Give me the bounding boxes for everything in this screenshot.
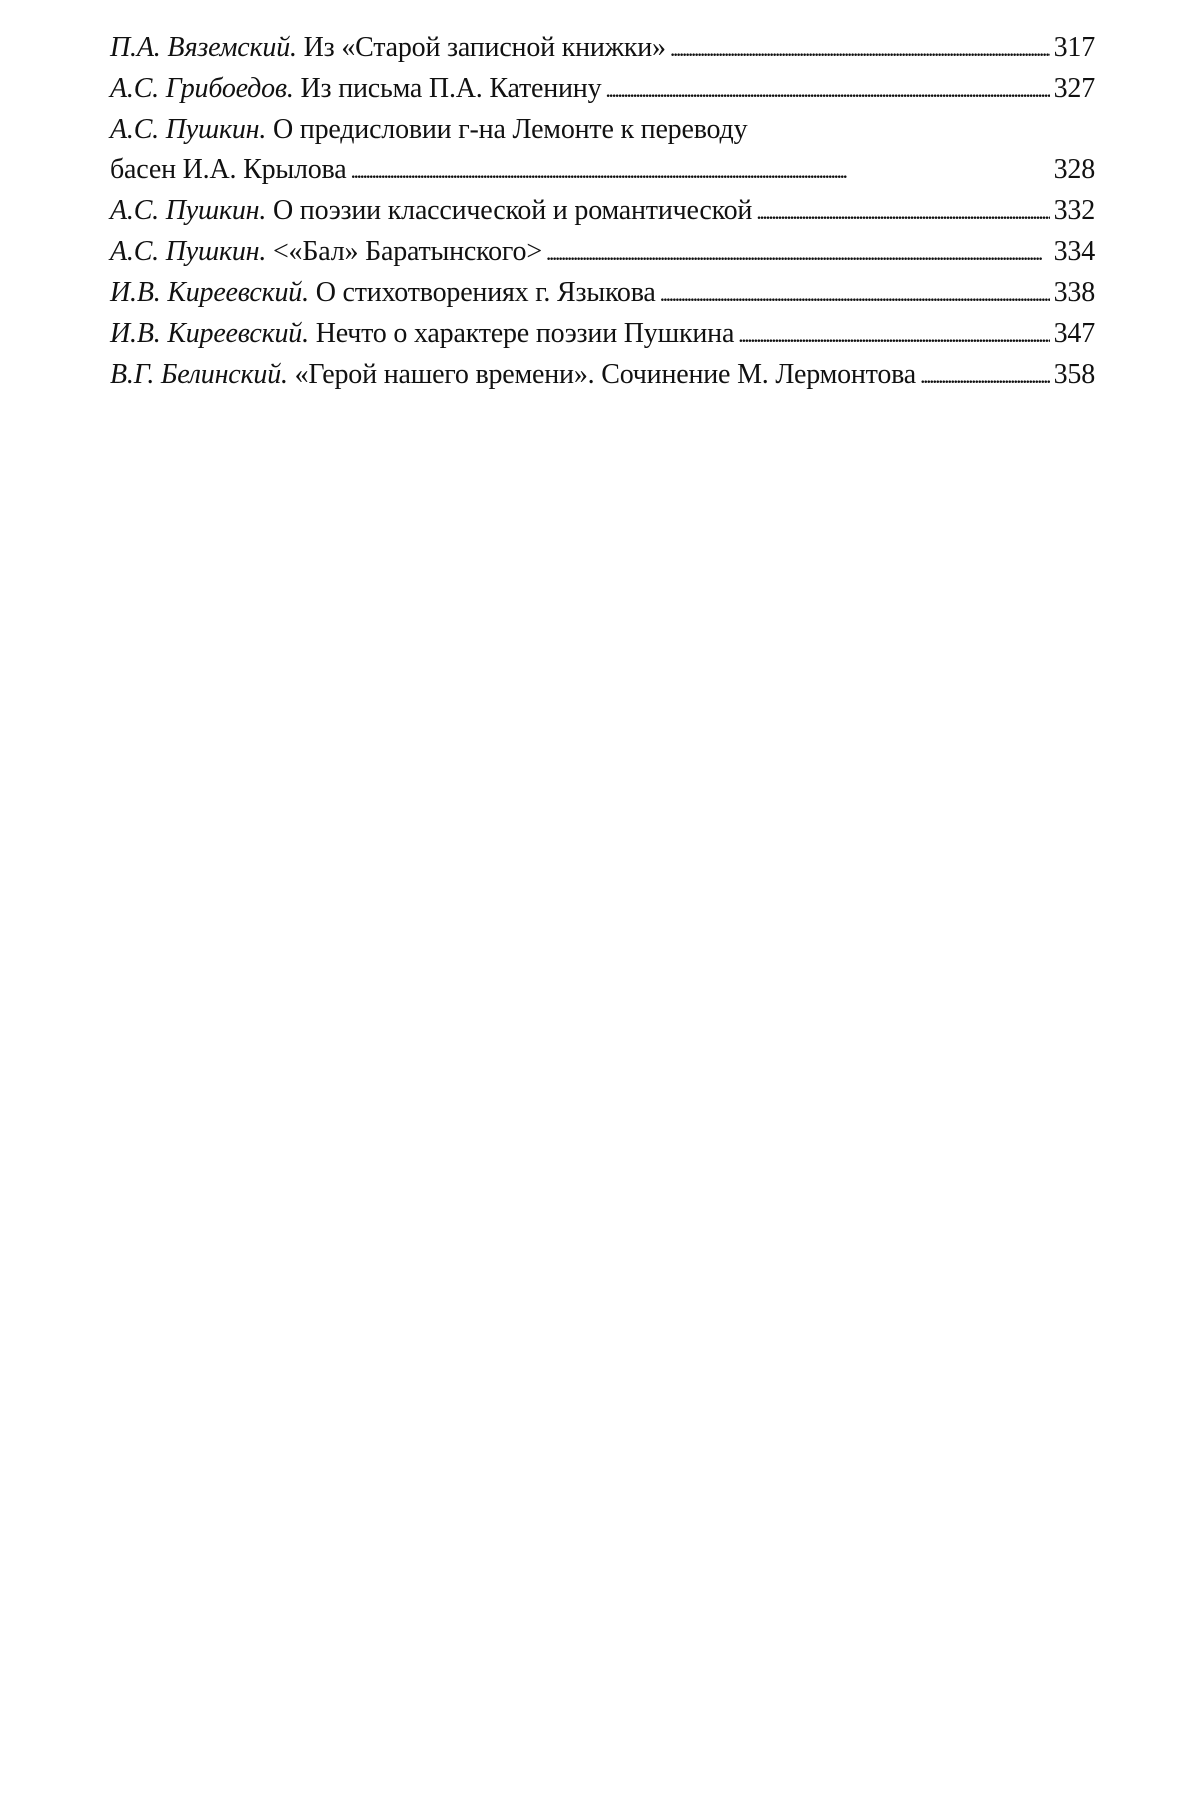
toc-title: Из «Старой записной книжки» [303,32,666,63]
toc-page-number: 328 [1053,154,1095,185]
toc-title: басен И.А. Крылова [110,154,347,185]
toc-author: В.Г. Белинский. [110,359,288,390]
toc-title: Нечто о характере поэзии Пушкина [315,318,735,349]
dot-leader [605,69,1049,110]
toc-page-number: 317 [1053,32,1095,63]
toc-title: «Герой нашего времени». Сочинение М. Лермонтова [294,359,917,390]
toc-entry [110,314,1095,355]
toc-page-number: 334 [1053,236,1095,267]
toc-author: А.С. Пушкин. [110,114,267,145]
dot-leader [660,273,1050,314]
dot-leader [670,28,1050,69]
dot-leader [350,150,1049,191]
toc-title: О стихотворениях г. Языкова [315,277,656,308]
toc-entry [110,355,1095,396]
dot-leader [756,191,1049,232]
toc-author: А.С. Грибоедов. [110,73,294,104]
toc-author: А.С. Пушкин. [110,195,267,226]
toc-title-first-line: О предисловии г-на Лемонте к переводу [272,114,748,145]
toc-entry [110,232,1095,273]
toc-page-number: 358 [1053,359,1095,390]
toc-page-number: 347 [1053,318,1095,349]
toc-author: И.В. Киреевский. [110,318,309,349]
table-of-contents [110,28,1095,396]
toc-title: <«Бал» Баратынского> [272,236,542,267]
toc-author: А.С. Пушкин. [110,236,267,267]
toc-title: Из письма П.А. Катенину [300,73,602,104]
toc-entry [110,28,1095,69]
toc-author: П.А. Вяземский. [110,32,297,63]
toc-entry [110,69,1095,110]
toc-title: О поэзии классической и романтической [272,195,753,226]
toc-entry [110,273,1095,314]
toc-page-number: 332 [1053,195,1095,226]
toc-page-number: 338 [1053,277,1095,308]
toc-entry [110,110,1095,191]
dot-leader [738,314,1049,355]
toc-entry [110,191,1095,232]
dot-leader [546,232,1050,273]
dot-leader [920,355,1050,396]
toc-page-number: 327 [1053,73,1095,104]
toc-author: И.В. Киреевский. [110,277,309,308]
